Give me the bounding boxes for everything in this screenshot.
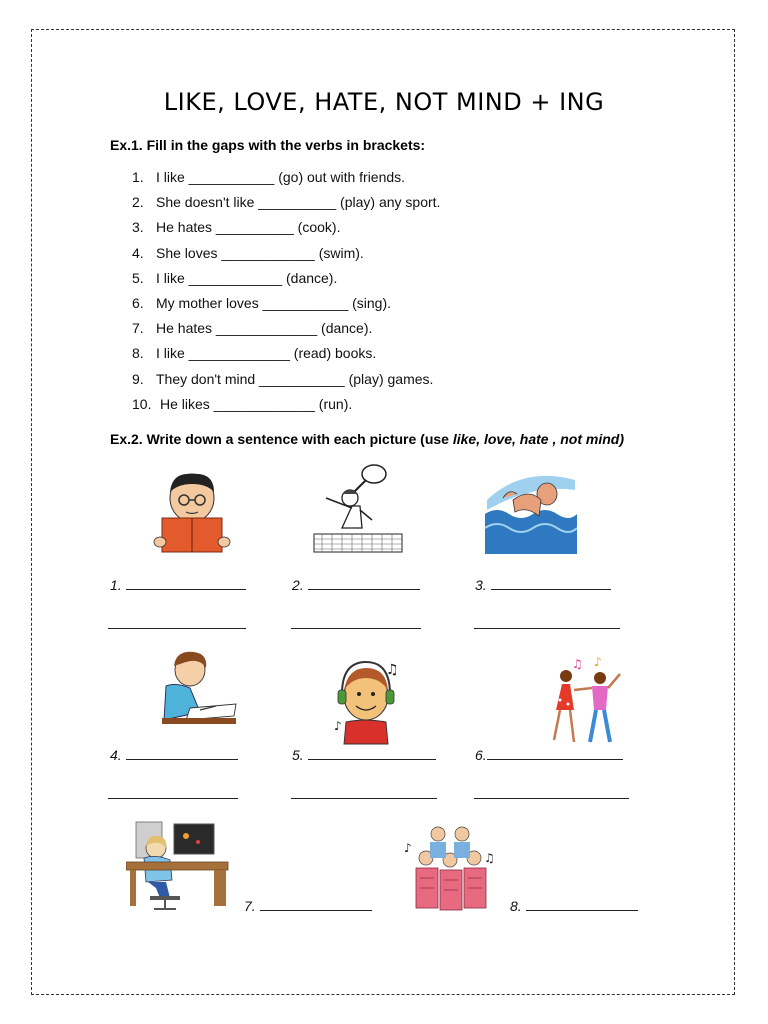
list-item bbox=[132, 166, 440, 191]
svg-text:♪: ♪ bbox=[404, 841, 412, 855]
answer-number: 8. bbox=[510, 898, 522, 914]
answer-number: 4. bbox=[110, 747, 122, 763]
answer-3 bbox=[475, 577, 611, 593]
answer-number: 5. bbox=[292, 747, 304, 763]
boy-headphones-icon bbox=[330, 660, 404, 746]
answer-blank[interactable] bbox=[126, 577, 246, 590]
answer-8 bbox=[510, 898, 638, 914]
svg-text:♫: ♫ bbox=[572, 657, 583, 671]
choir-singing-icon bbox=[404, 822, 500, 914]
list-item bbox=[132, 317, 440, 342]
sentence-text: He likes _____________ (run). bbox=[160, 395, 353, 412]
answer-blank[interactable] bbox=[260, 898, 372, 911]
list-item bbox=[132, 216, 440, 241]
item-number: 9. bbox=[132, 370, 144, 387]
item-number: 10. bbox=[132, 395, 152, 412]
answer-line[interactable] bbox=[291, 798, 437, 799]
answer-number: 3. bbox=[475, 577, 487, 593]
sentence-text: I like _____________ (read) books. bbox=[156, 345, 377, 362]
svg-text:♪: ♪ bbox=[334, 719, 342, 733]
item-number: 3. bbox=[132, 219, 144, 236]
boy-computer-icon bbox=[126, 820, 230, 912]
tennis-player-icon bbox=[312, 464, 404, 556]
answer-7 bbox=[244, 898, 372, 914]
answer-4 bbox=[110, 747, 238, 763]
answer-number: 6. bbox=[475, 747, 487, 763]
page-title: LIKE, LOVE, HATE, NOT MIND + ING bbox=[163, 88, 605, 116]
list-item bbox=[132, 191, 440, 216]
sentence-text: My mother loves ___________ (sing). bbox=[156, 294, 392, 311]
svg-text:♫: ♫ bbox=[484, 851, 495, 865]
list-item bbox=[132, 393, 440, 418]
answer-6 bbox=[475, 747, 623, 763]
sentence-text: They don't mind ___________ (play) games. bbox=[156, 370, 434, 387]
answer-line[interactable] bbox=[108, 798, 238, 799]
answer-1 bbox=[110, 577, 246, 593]
answer-blank[interactable] bbox=[308, 577, 420, 590]
list-item bbox=[132, 267, 440, 292]
answer-blank[interactable] bbox=[487, 747, 623, 760]
sentence-text: He hates __________ (cook). bbox=[156, 219, 341, 236]
list-item bbox=[132, 242, 440, 267]
boy-reading-icon bbox=[152, 470, 232, 556]
ex2-heading-italic: like, love, hate , not mind) bbox=[452, 431, 624, 447]
sentence-text: She doesn't like __________ (play) any sport. bbox=[156, 194, 441, 211]
answer-2 bbox=[292, 577, 420, 593]
answer-line[interactable] bbox=[474, 628, 620, 629]
answer-line[interactable] bbox=[108, 628, 246, 629]
sentence-text: I like ___________ (go) out with friends. bbox=[156, 169, 406, 185]
answer-blank[interactable] bbox=[126, 747, 238, 760]
svg-text:♫: ♫ bbox=[386, 662, 399, 678]
item-number: 6. bbox=[132, 294, 144, 311]
item-number: 8. bbox=[132, 345, 144, 362]
answer-blank[interactable] bbox=[308, 747, 436, 760]
answer-5 bbox=[292, 747, 436, 763]
sentence-text: She loves ____________ (swim). bbox=[156, 244, 364, 261]
list-item bbox=[132, 292, 440, 317]
answer-number: 2. bbox=[292, 577, 304, 593]
ex2-heading-text: Ex.2. Write down a sentence with each picture (use bbox=[110, 431, 453, 447]
item-number: 1. bbox=[132, 169, 144, 185]
couple-dancing-icon bbox=[544, 654, 626, 748]
list-item bbox=[132, 368, 440, 393]
answer-line[interactable] bbox=[474, 798, 629, 799]
list-item bbox=[132, 342, 440, 367]
item-number: 2. bbox=[132, 194, 144, 211]
svg-text:♪: ♪ bbox=[594, 655, 602, 669]
item-number: 5. bbox=[132, 269, 144, 286]
ex1-heading: Ex.1. Fill in the gaps with the verbs in brackets: bbox=[110, 137, 426, 153]
answer-blank[interactable] bbox=[491, 577, 611, 590]
answer-line[interactable] bbox=[291, 628, 421, 629]
answer-blank[interactable] bbox=[526, 898, 638, 911]
ex1-sentence-list bbox=[132, 166, 440, 418]
swimmer-icon bbox=[483, 470, 579, 556]
answer-number: 1. bbox=[110, 577, 122, 593]
sentence-text: I like ____________ (dance). bbox=[156, 269, 338, 286]
item-number: 4. bbox=[132, 244, 144, 261]
boy-writing-icon bbox=[156, 650, 238, 728]
answer-number: 7. bbox=[244, 898, 256, 914]
sentence-text: He hates _____________ (dance). bbox=[156, 320, 373, 337]
ex2-heading bbox=[110, 431, 624, 447]
item-number: 7. bbox=[132, 320, 144, 337]
